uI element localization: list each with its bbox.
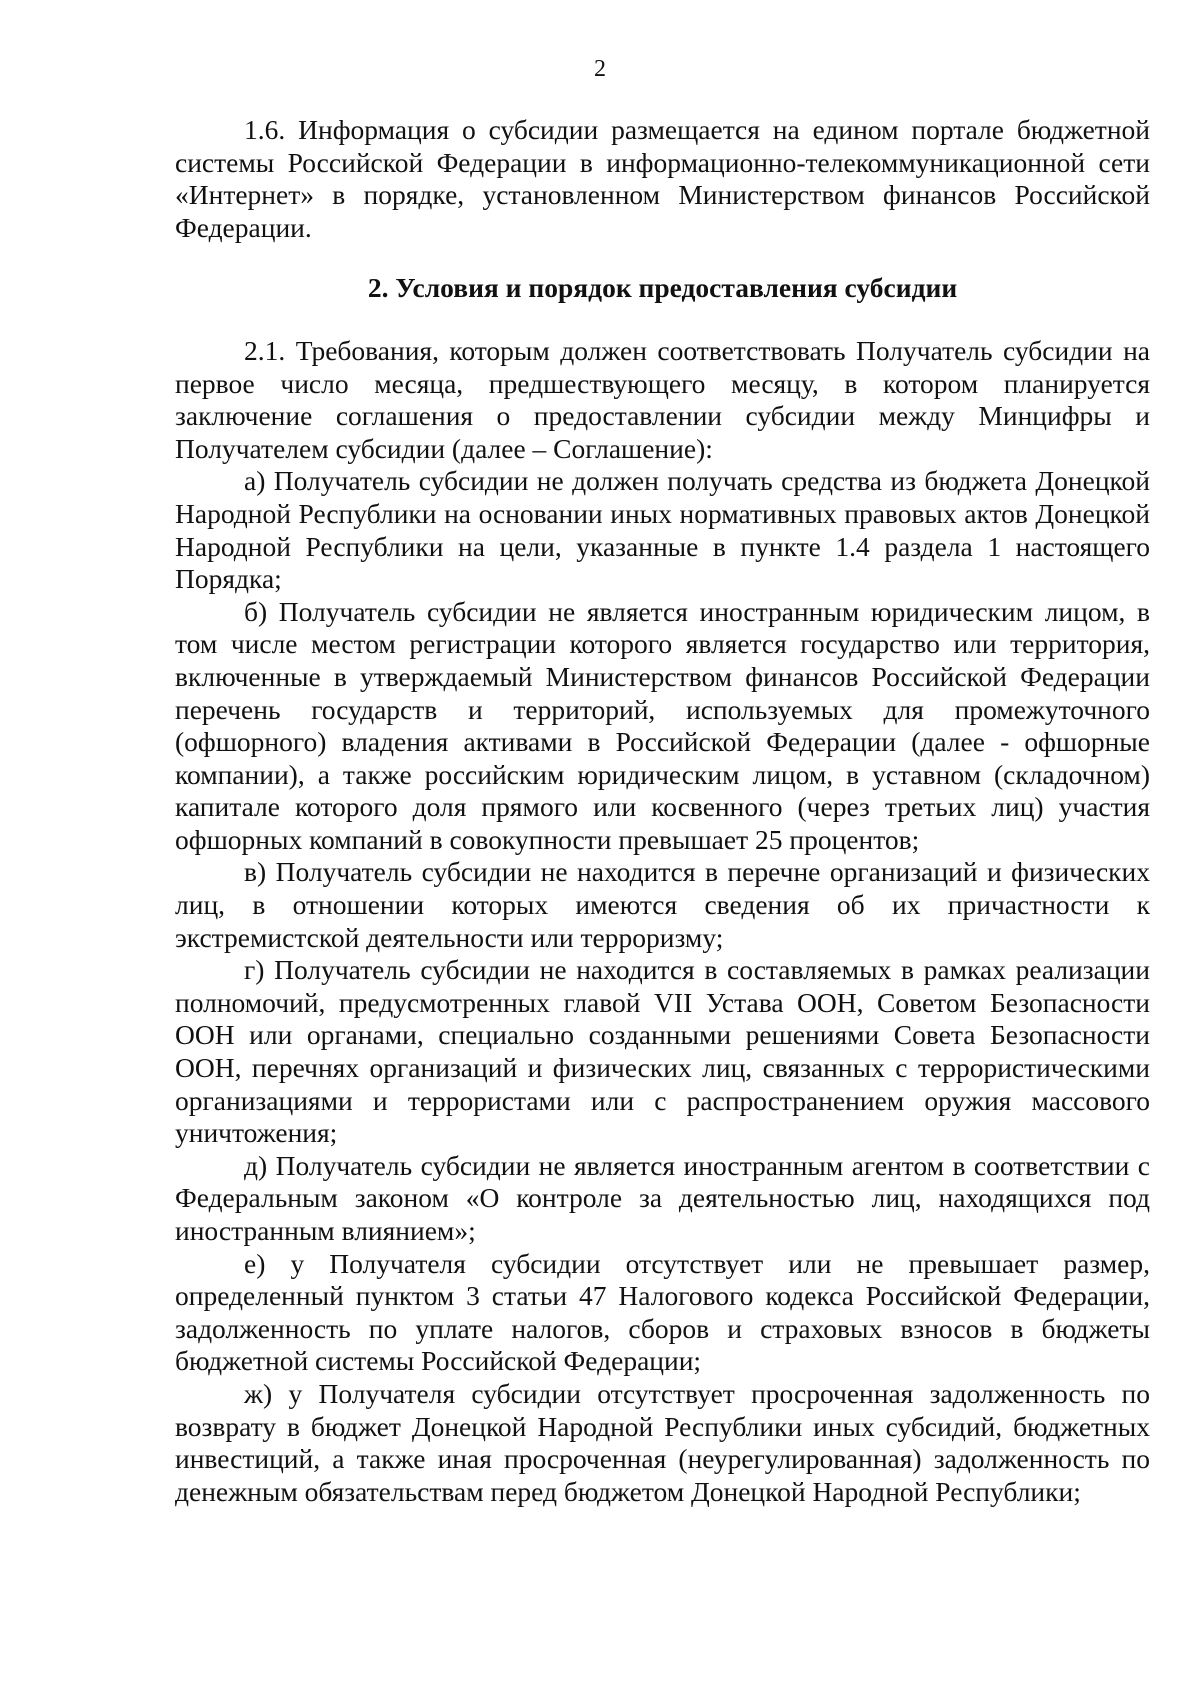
item-d: д) Получатель субсидии не является иностранным агентом в соответствии с Федеральным законом «О контроле за деятельностью лиц, находящихся под иностранным влиянием»; [175,1149,1150,1246]
item-g: г) Получатель субсидии не находится в составляемых в рамках реализации полномочий, предусмотренных главой VII Устава ООН, Советом Безопасности ООН или органами, специально созданными решениями Совета Безопасности ООН, перечнях организаций и физических лиц, связанных с террористическими организациями и террористами или с распространением оружия массового уничтожения; [175,954,1150,1149]
section-2-heading: 2. Условия и порядок предоставления субсидии [367,272,958,304]
item-a: а) Получатель субсидии не должен получать средства из бюджета Донецкой Народной Республики на основании иных нормативных правовых актов Донецкой Народной Республики на цели, указанные в пункте 1.4 раздела 1 настоящего Порядка; [175,465,1150,595]
item-v: в) Получатель субсидии не находится в перечне организаций и физических лиц, в отношении которых имеются сведения об их причастности к экстремистской деятельности или терроризму; [175,856,1150,953]
item-b: б) Получатель субсидии не является иностранным юридическим лицом, в том числе местом регистрации которого является государство или территория, включенные в утверждаемый Министерством финансов Российской Федерации перечень государств и территорий, используемых для промежуточного (офшорного) владения активами в Российской Федерации (далее - офшорные компании), а также российским юридическим лицом, в уставном (складочном) капитале которого доля прямого или косвенного (через третьих лиц) участия офшорных компаний в совокупности превышает 25 процентов; [175,595,1150,855]
document-body [175,114,1150,1508]
paragraph-2-1: 2.1. Требования, которым должен соответствовать Получатель субсидии на первое число месяца, предшествующего месяцу, в котором планируется заключение соглашения о предоставлении субсидии между Минцифры и Получателем субсидии (далее – Соглашение): [175,334,1150,464]
page-number: 2 [594,56,606,82]
item-e: е) у Получателя субсидии отсутствует или не превышает размер, определенный пунктом 3 статьи 47 Налогового кодекса Российской Федерации, задолженность по уплате налогов, сборов и страховых взносов в бюджеты бюджетной системы Российской Федерации; [175,1247,1150,1377]
paragraph-1-6: 1.6. Информация о субсидии размещается на едином портале бюджетной системы Российской Федерации в информационно-телекоммуникационной сети «Интернет» в порядке, установленном Министерством финансов Российской Федерации. [175,114,1150,243]
item-zh: ж) у Получателя субсидии отсутствует просроченная задолженность по возврату в бюджет Донецкой Народной Республики иных субсидий, бюджетных инвестиций, а также иная просроченная (неурегулированная) задолженность по денежным обязательствам перед бюджетом Донецкой Народной Республики; [175,1377,1150,1507]
